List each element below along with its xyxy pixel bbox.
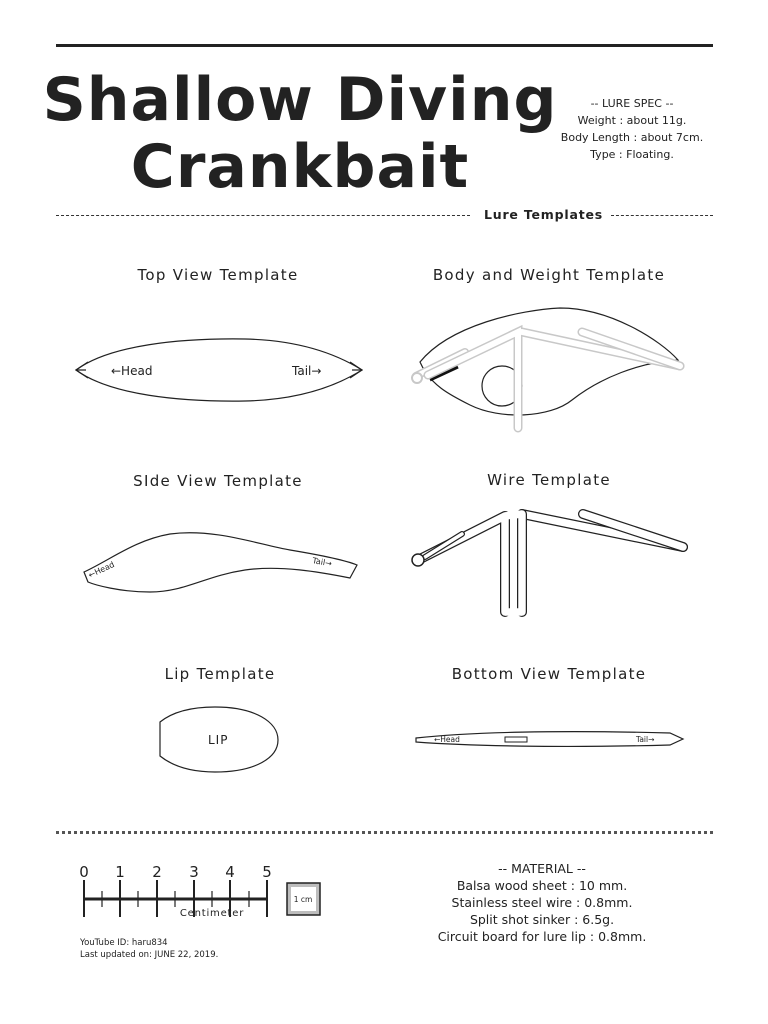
last-updated: Last updated on: JUNE 22, 2019. (80, 950, 219, 960)
ruler-number-2: 2 (152, 863, 162, 881)
page-title-line2: Crankbait (130, 132, 470, 202)
side-view-title: SIde View Template (133, 472, 303, 490)
body-weight-shape (412, 308, 680, 428)
wire-shape (412, 514, 683, 612)
lip-title: Lip Template (164, 665, 276, 683)
lip-label: LIP (208, 733, 229, 747)
ruler-number-0: 0 (79, 863, 89, 881)
ruler (79, 863, 320, 919)
top-view-shape (76, 339, 362, 401)
side-view-shape (84, 533, 357, 592)
material-list (420, 860, 664, 945)
bottom-view-tail-label: Tail→ (636, 735, 655, 744)
ruler-number-1: 1 (115, 863, 125, 881)
bottom-dotted-divider (56, 831, 713, 834)
bottom-view-shape (416, 732, 683, 747)
section-label: Lure Templates (484, 207, 603, 222)
ruler-number-5: 5 (262, 863, 272, 881)
material-heading: -- MATERIAL -- (498, 861, 586, 876)
lure-spec-heading: -- LURE SPEC -- (590, 97, 674, 110)
youtube-id: YouTube ID: haru834 (80, 938, 168, 948)
side-view-tail-label: Tail→ (311, 556, 333, 569)
ruler-unit-label: Centimeter (179, 908, 245, 919)
material-item: Split shot sinker : 6.5g. (469, 912, 615, 927)
material-item: Stainless steel wire : 0.8mm. (451, 895, 633, 910)
bottom-view-title: Bottom View Template (451, 665, 647, 683)
lure-spec-weight: Weight : about 11g. (577, 114, 687, 127)
ruler-number-4: 4 (225, 863, 235, 881)
bottom-view-head-label: ←Head (434, 735, 460, 744)
side-view-head-label: ←Head (87, 559, 116, 580)
lure-spec-type: Type : Floating. (590, 148, 674, 161)
lip-shape (160, 707, 278, 772)
page-title-line1: Shallow Diving (42, 65, 558, 135)
top-view-head-label: ←Head (111, 364, 153, 378)
lure-spec-body-length: Body Length : about 7cm. (560, 131, 704, 144)
top-view-title: Top View Template (137, 266, 299, 284)
ruler-square-label: 1 cm (293, 895, 313, 904)
body-weight-title: Body and Weight Template (432, 266, 666, 284)
material-item: Circuit board for lure lip : 0.8mm. (437, 929, 647, 944)
ruler-number-3: 3 (189, 863, 199, 881)
wire-title: Wire Template (487, 471, 611, 489)
footer (80, 937, 218, 961)
top-view-tail-label: Tail→ (292, 364, 322, 378)
material-item: Balsa wood sheet : 10 mm. (456, 878, 628, 893)
